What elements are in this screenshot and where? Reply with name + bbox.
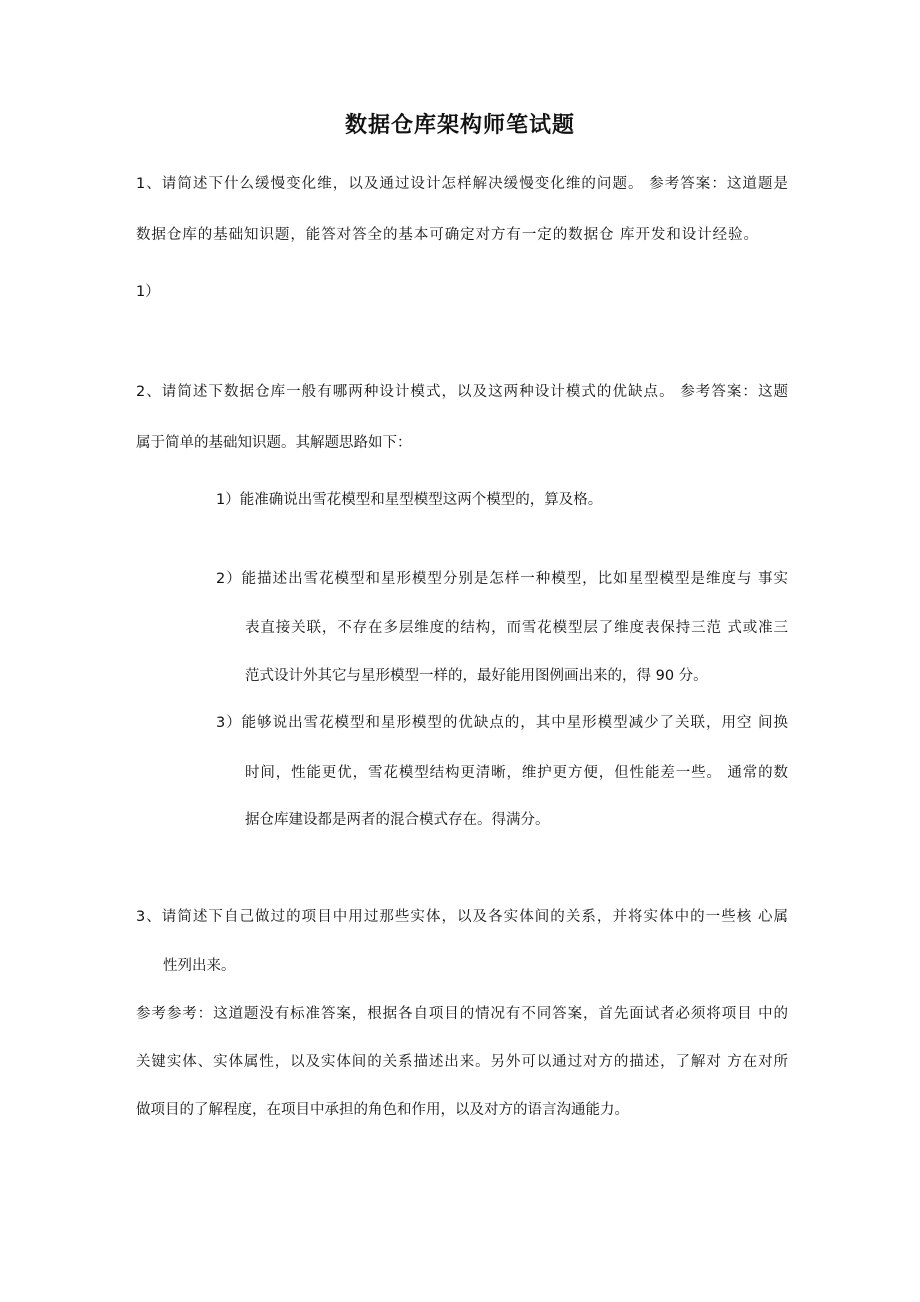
q2-line-1: 2、请简述下数据仓库一般有哪两种设计模式，以及这两种设计模式的优缺点。 参考答案：这题	[136, 384, 788, 400]
q2-point-3-line-3: 据仓库建设都是两者的混合模式存在。得满分。	[245, 812, 550, 828]
q2-point-2-line-1: 2）能描述出雪花模型和星形模型分别是怎样一种模型，比如星型模型是维度与 事实	[216, 571, 788, 587]
q2-line-2: 属于简单的基础知识题。其解题思路如下：	[136, 435, 412, 451]
q2-point-2-line-3: 范式设计外其它与星形模型一样的，最好能用图例画出来的，得 90 分。	[245, 668, 708, 684]
q3-line-1: 3、请简述下自己做过的项目中用过那些实体，以及各实体间的关系，并将实体中的一些核 心属	[136, 909, 788, 925]
q3-reference-line-1: 参考参考：这道题没有标准答案，根据各自项目的情况有不同答案，首先面试者必须将项目 中的	[136, 1006, 788, 1022]
q1-line-1: 1、请简述下什么缓慢变化维，以及通过设计怎样解决缓慢变化维的问题。 参考答案：这道题是	[136, 176, 788, 192]
q3-reference-line-3: 做项目的了解程度，在项目中承担的角色和作用，以及对方的语言沟通能力。	[136, 1102, 629, 1118]
q3-line-2: 性列出来。	[163, 958, 236, 974]
page-title: 数据仓库架构师笔试题	[344, 113, 575, 138]
q1-line-3: 1）	[136, 284, 160, 300]
q2-point-2-line-2: 表直接关联，不存在多层维度的结构，而雪花模型层了维度表保持三范 式或准三	[245, 620, 788, 636]
q1-line-2: 数据仓库的基础知识题，能答对答全的基本可确定对方有一定的数据仓 库开发和设计经验。	[136, 227, 758, 243]
q2-point-3-line-1: 3）能够说出雪花模型和星形模型的优缺点的，其中星形模型减少了关联，用空 间换	[216, 715, 788, 731]
q3-reference-line-2: 关键实体、实体属性，以及实体间的关系描述出来。另外可以通过对方的描述，了解对 方在对所	[136, 1054, 788, 1070]
q2-point-1: 1）能准确说出雪花模型和星型模型这两个模型的，算及格。	[216, 492, 603, 508]
q2-point-3-line-2: 时间，性能更优，雪花模型结构更清晰，维护更方便，但性能差一些。 通常的数	[245, 765, 788, 781]
